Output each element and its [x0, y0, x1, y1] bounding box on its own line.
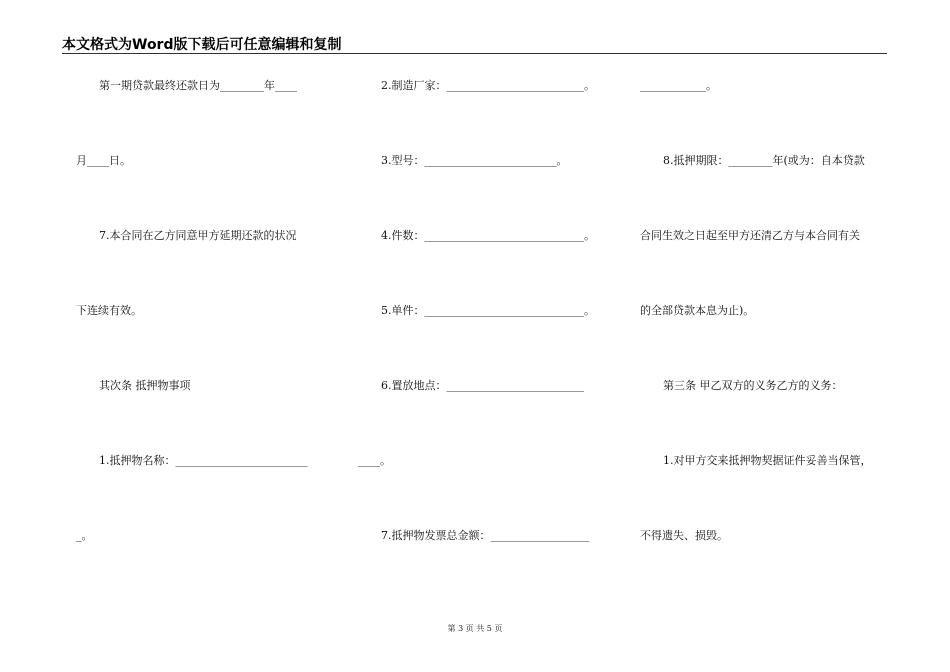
middle-line-3: 4.件数：_____________________________。 [381, 229, 595, 242]
right-line-4: 的全部贷款本息为止)。 [640, 304, 755, 317]
left-line-6: 1.抵押物名称：________________________ [99, 454, 308, 467]
left-line-7: _。 [76, 529, 93, 542]
left-line-1: 第一期贷款最终还款日为________年____ [99, 79, 297, 92]
left-line-5: 其次条 抵押物事项 [99, 379, 191, 392]
middle-line-5: 6.置放地点：_________________________ [381, 379, 584, 392]
right-line-1: ____________。 [640, 79, 717, 92]
right-line-6: 1.对甲方交来抵押物契据证件妥善当保管， [663, 454, 872, 467]
right-line-5: 第三条 甲乙双方的义务乙方的义务： [663, 379, 843, 392]
left-line-3: 7.本合同在乙方同意甲方延期还款的状况 [99, 229, 297, 242]
page-number-footer: 第 3 页 共 5 页 [447, 624, 503, 633]
middle-line-4: 5.单件：_____________________________。 [381, 304, 595, 317]
middle-line-7: 7.抵押物发票总金额：__________________ [381, 529, 590, 542]
right-line-3: 合同生效之日起至甲方还清乙方与本合同有关 [640, 229, 860, 242]
middle-line-2: 3.型号：________________________。 [381, 154, 568, 167]
right-line-7: 不得遗失、损毁。 [640, 529, 728, 542]
document-header-title: 本文格式为Word版下载后可任意编辑和复制 [62, 37, 342, 53]
middle-line-6: ____。 [358, 454, 391, 467]
left-line-4: 下连续有效。 [76, 304, 142, 317]
header-divider [62, 53, 887, 54]
left-line-2: 月____日。 [76, 154, 131, 167]
right-line-2: 8.抵押期限：________年(或为：自本贷款 [663, 154, 865, 167]
middle-line-1: 2.制造厂家：_________________________。 [381, 79, 595, 92]
